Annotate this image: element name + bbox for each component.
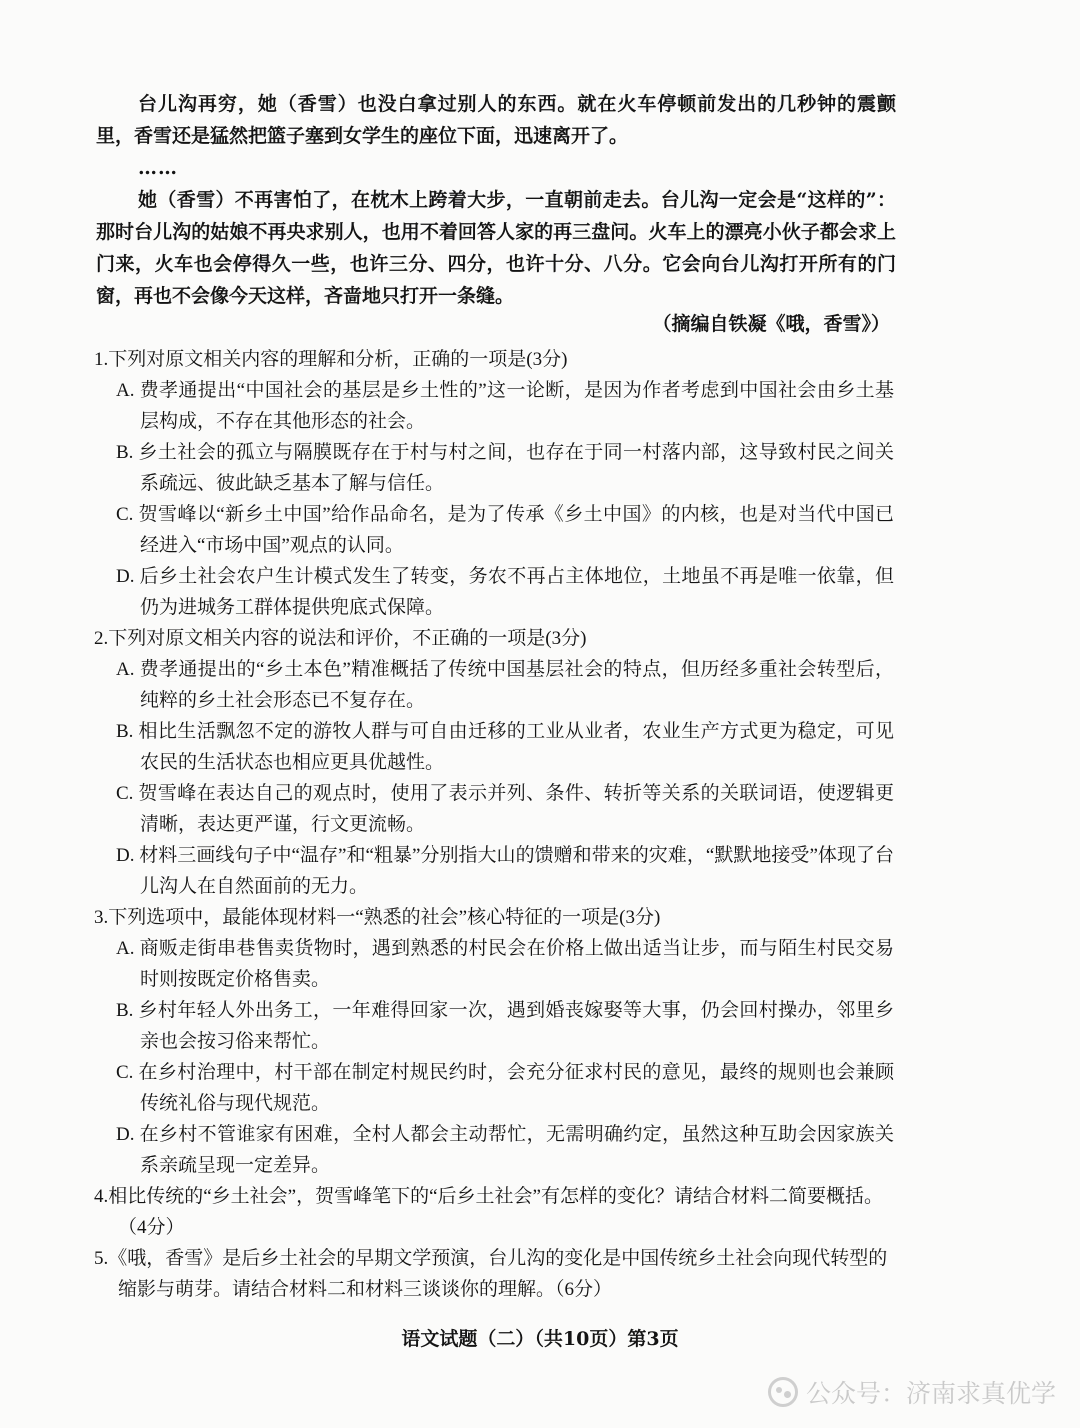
option-a: A. 费孝通提出的“乡土本色”精准概括了传统中国基层社会的特点，但历经多重社会转型后，纯粹的乡土社会形态已不复存在。 <box>116 659 894 711</box>
option-a: A. 费孝通提出“中国社会的基层是乡土性的”这一论断，是因为作者考虑到中国社会由乡土基层构成，不存在其他形态的社会。 <box>116 380 894 432</box>
question-stem: 2.下列对原文相关内容的说法和评价，不正确的一项是(3分) <box>94 628 587 649</box>
wechat-icon <box>768 1377 798 1407</box>
question-3 <box>94 902 894 1181</box>
option-d: D. 后乡土社会农户生计模式发生了转变，务农不再占主体地位，土地虽不再是唯一依靠，但仍为进城务工群体提供兜底式保障。 <box>116 566 894 618</box>
page-footer: 语文试题（二）（共10页）第3页 <box>401 1328 679 1350</box>
question-list <box>94 344 894 1305</box>
option-b: B. 乡村年轻人外出务工，一年难得回家一次，遇到婚丧嫁娶等大事，仍会回村操办，邻里乡亲也会按习俗来帮忙。 <box>116 1000 894 1052</box>
question-stem: 4.相比传统的“乡土社会”，贺雪峰笔下的“后乡土社会”有怎样的变化？请结合材料二简要概括。（4分） <box>94 1186 883 1238</box>
option-c: C. 贺雪峰在表达自己的观点时，使用了表示并列、条件、转折等关系的关联词语，使逻辑更清晰，表达更严谨，行文更流畅。 <box>116 783 894 835</box>
passage-ellipsis: …… <box>138 157 178 179</box>
question-5 <box>94 1243 894 1305</box>
passage-paragraph-1: 台儿沟再穷，她（香雪）也没白拿过别人的东西。就在火车停顿前发出的几秒钟的震颤里，香雪还是猛然把篮子塞到女学生的座位下面，迅速离开了。 <box>96 93 896 147</box>
passage-paragraph-2: 她（香雪）不再害怕了，在枕木上跨着大步，一直朝前走去。台儿沟一定会是“这样的”：那时台儿沟的姑娘不再央求别人，也用不着回答人家的再三盘问。火车上的漂亮小伙子都会求上门来，火车也会停得久一些，也许三分、四分，也许十分、八分。它会向台儿沟打开所有的门窗，再也不会像今天这样，吝啬地只打开一条缝。 <box>96 189 896 307</box>
option-d: D. 材料三画线句子中“温存”和“粗暴”分别指大山的馈赠和带来的灾难，“默默地接受”体现了台儿沟人在自然面前的无力。 <box>116 845 894 897</box>
reading-passage <box>96 88 896 312</box>
option-b: B. 相比生活飘忽不定的游牧人群与可自由迁移的工业从业者，农业生产方式更为稳定，可见农民的生活状态也相应更具优越性。 <box>116 721 894 773</box>
question-2 <box>94 623 894 902</box>
question-1 <box>94 344 894 623</box>
option-d: D. 在乡村不管谁家有困难，全村人都会主动帮忙，无需明确约定，虽然这种互助会因家族关系亲疏呈现一定差异。 <box>116 1124 894 1176</box>
passage-source: （摘编自铁凝《哦，香雪》） <box>652 313 890 335</box>
question-stem: 5.《哦，香雪》是后乡土社会的早期文学预演，台儿沟的变化是中国传统乡土社会向现代转型的缩影与萌芽。请结合材料二和材料三谈谈你的理解。（6分） <box>94 1248 888 1300</box>
watermark <box>768 1374 1056 1410</box>
option-a: A. 商贩走街串巷售卖货物时，遇到熟悉的村民会在价格上做出适当让步，而与陌生村民交易时则按既定价格售卖。 <box>116 938 894 990</box>
option-b: B. 乡土社会的孤立与隔膜既存在于村与村之间，也存在于同一村落内部，这导致村民之间关系疏远、彼此缺乏基本了解与信任。 <box>116 442 894 494</box>
question-4 <box>94 1181 894 1243</box>
question-stem: 1.下列对原文相关内容的理解和分析，正确的一项是(3分) <box>94 349 568 370</box>
watermark-text: 公众号：济南求真优学 <box>805 1379 1056 1408</box>
option-c: C. 贺雪峰以“新乡土中国”给作品命名，是为了传承《乡土中国》的内核，也是对当代中国已经进入“市场中国”观点的认同。 <box>116 504 894 556</box>
option-c: C. 在乡村治理中，村干部在制定村规民约时，会充分征求村民的意见，最终的规则也会兼顾传统礼俗与现代规范。 <box>116 1062 894 1114</box>
question-stem: 3.下列选项中，最能体现材料一“熟悉的社会”核心特征的一项是(3分) <box>94 907 661 928</box>
